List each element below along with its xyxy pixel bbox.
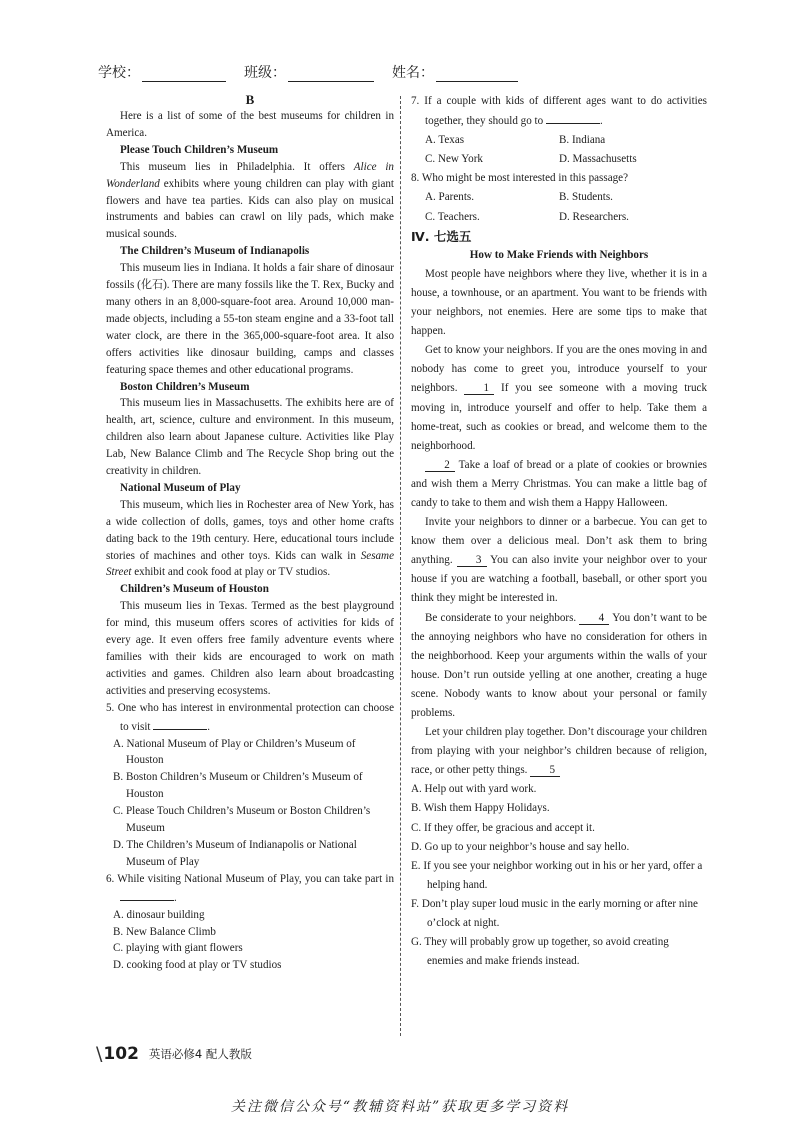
option-item[interactable]: E. If you see your neighbor working out in his or her yard, offer a helping hand.: [411, 859, 703, 891]
section-heading: Ⅳ. 七选五: [411, 228, 472, 244]
question-stem: 8. Who might be most interested in this passage?: [411, 172, 629, 185]
options-row: [411, 188, 707, 207]
answer-blank[interactable]: [120, 888, 174, 901]
numbered-blank[interactable]: 4: [579, 612, 609, 625]
options-row: [411, 208, 707, 227]
book-title: 英语必修4 配人教版: [148, 1047, 252, 1061]
option-c[interactable]: C. playing with giant flowers: [113, 942, 243, 955]
option-b[interactable]: B. New Balance Climb: [113, 925, 216, 938]
answer-blank[interactable]: [153, 717, 207, 730]
section-b-title: B: [245, 92, 255, 107]
answer-options: [411, 780, 707, 971]
option-c[interactable]: C. Teachers.: [425, 210, 480, 223]
museum-heading: National Museum of Play: [120, 481, 241, 494]
option-d[interactable]: D. Researchers.: [559, 210, 629, 223]
option-a[interactable]: A. National Museum of Play or Children’s Museum of Houston: [113, 737, 356, 767]
passage-paragraph: Most people have neighbors where they live, whether it is in a house, a townhouse, or an apartment. You want to be friends with your neighbors, not enemies. Here are some tips to make that happen.: [411, 267, 707, 338]
bottom-note: 关注微信公众号“教辅资料站”获取更多学习资料: [230, 1099, 570, 1115]
numbered-blank[interactable]: 5: [530, 764, 560, 777]
option-item[interactable]: D. Go up to your neighbor’s house and say hello.: [411, 840, 630, 853]
numbered-blank[interactable]: 2: [425, 459, 455, 472]
page-footer: [96, 1043, 252, 1065]
option-d[interactable]: D. Massachusetts: [559, 153, 637, 166]
class-field[interactable]: [244, 62, 374, 82]
question-5: [106, 700, 394, 871]
passage-paragraph: 2 Take a loaf of bread or a plate of cookies or brownies and wish them a Merry Christmas. You can make a little bag of candy to take to them and wish them a Happy Halloween.: [411, 458, 708, 509]
class-label: 班级：: [244, 65, 286, 81]
museum-heading: Children’s Museum of Houston: [120, 583, 269, 596]
option-a[interactable]: A. dinosaur building: [113, 908, 205, 921]
student-info-header: [98, 62, 658, 82]
option-item[interactable]: G. They will probably grow up together, so avoid creating enemies and make friends instead.: [411, 936, 669, 968]
museum-description: This museum lies in Philadelphia. It offers Alice in Wonderland exhibits where young children can play with giant flowers and have tea parties. Kids can also play on musical instruments and babies can crawl on lily pads, which make musical sounds.: [106, 160, 394, 241]
passage-paragraph: Let your children play together. Don’t discourage your children from playing with your neighbor’s children because of religion, race, or other petty things. 5: [411, 726, 707, 777]
question-stem: 7. If a couple with kids of different ages want to do activities together, they should go to .: [411, 95, 707, 128]
school-field[interactable]: [98, 62, 226, 82]
museum-description: This museum, which lies in Rochester area of New York, has a wide collection of dolls, games, toys and other home crafts dating back to the 19th century. Here, educational tours include stories of machines and other toys. Kids can walk in Sesame Street exhibit and cook food at play or TV studios.: [106, 498, 394, 579]
passage-paragraph: Be considerate to your neighbors. 4 You don’t want to be the annoying neighbors who have no consideration for others in the neighborhood. Keep your arguments within the walls of your house. Don’t run outside yelling at one another, creating a huge scene. Nobody wants to know about your personal or family problems.: [411, 611, 707, 719]
name-blank[interactable]: [436, 67, 518, 82]
option-item[interactable]: F. Don’t play super loud music in the early morning or after nine o’clock at night.: [411, 897, 698, 930]
column-divider: [400, 96, 401, 1036]
question-stem: 5. One who has interest in environmental protection can choose to visit .: [106, 701, 394, 733]
question-stem: 6. While visiting National Museum of Play, you can take part in .: [106, 872, 394, 904]
page-number: 102: [103, 1044, 139, 1064]
intro-text: Here is a list of some of the best museums for children in America.: [106, 110, 394, 139]
numbered-blank[interactable]: 1: [464, 382, 494, 395]
museum-heading: The Children’s Museum of Indianapolis: [120, 245, 310, 258]
option-item[interactable]: A. Help out with yard work.: [411, 783, 537, 796]
name-label: 姓名：: [392, 65, 434, 81]
passage-title: How to Make Friends with Neighbors: [469, 248, 649, 261]
left-column: [106, 92, 394, 974]
option-a[interactable]: A. Texas: [425, 134, 465, 147]
option-item[interactable]: B. Wish them Happy Holidays.: [411, 802, 550, 815]
option-item[interactable]: C. If they offer, be gracious and accept it.: [411, 821, 595, 834]
option-d[interactable]: D. cooking food at play or TV studios: [113, 959, 282, 972]
question-6: [106, 871, 394, 974]
footer-slash: \: [96, 1043, 103, 1065]
right-column: [411, 92, 707, 971]
option-c[interactable]: C. New York: [425, 153, 483, 166]
class-blank[interactable]: [288, 67, 374, 82]
options-row: [411, 131, 707, 150]
question-8: [411, 169, 707, 226]
museum-description: This museum lies in Massachusetts. The exhibits here are of health, art, science, culture and environment. In this museum, children also learn about Japanese culture. Activities like Play Lab, New Balance Climb and The Recycle Shop bring out the creativity in children.: [106, 397, 394, 478]
option-c[interactable]: C. Please Touch Children’s Museum or Boston Children’s Museum: [113, 805, 371, 835]
museum-description: This museum lies in Indiana. It holds a fair share of dinosaur fossils (化石). There are many fossils like the T. Rex, Bucky and many others in an 8,000-square-foot area. Around 10,000 man-made objects, including a 55-ton steam engine and a 33-foot tall water clock, are there in the 365,000-square-foot area. It also offers activities like dinosaur building, camps and classes featuring space themes and other educational programs.: [106, 262, 394, 376]
answer-blank[interactable]: [546, 111, 600, 124]
option-d[interactable]: D. The Children’s Museum of Indianapolis or National Museum of Play: [113, 838, 357, 868]
passage-paragraph: Invite your neighbors to dinner or a barbecue. You can get to know them over a delicious meal. Don’t ask them to bring anything. 3 You can also invite your neighbor over to your house if you are watching a football, baseball, or other sport you think they might be interested in.: [411, 516, 707, 605]
name-field[interactable]: [392, 62, 518, 82]
option-b[interactable]: B. Indiana: [559, 134, 606, 147]
options-row: [411, 150, 707, 169]
museum-description: This museum lies in Texas. Termed as the best playground for mind, this museum offers scores of activities for kids of every age. It even offers free family adventure events where families with their kids are encouraged to work on math activities and games. Children also learn about broadcasting activities and preserving ecosystems.: [106, 600, 394, 697]
passage-paragraph: Get to know your neighbors. If you are the ones moving in and nobody has come to greet you, introduce yourself to your neighbors. 1 If you see someone with a moving truck moving in, introduce yourself and offer to help. Take them a home-treat, such as cookies or bread, and welcome them to the neighborhood.: [411, 344, 708, 452]
museum-heading: Please Touch Children’s Museum: [120, 143, 279, 156]
question-7: [411, 92, 707, 169]
numbered-blank[interactable]: 3: [457, 554, 487, 567]
option-b[interactable]: B. Boston Children’s Museum or Children’s Museum of Houston: [113, 771, 363, 801]
school-label: 学校：: [98, 65, 140, 81]
museum-heading: Boston Children’s Museum: [120, 380, 250, 393]
option-a[interactable]: A. Parents.: [425, 191, 474, 204]
school-blank[interactable]: [142, 67, 226, 82]
option-b[interactable]: B. Students.: [559, 191, 613, 204]
